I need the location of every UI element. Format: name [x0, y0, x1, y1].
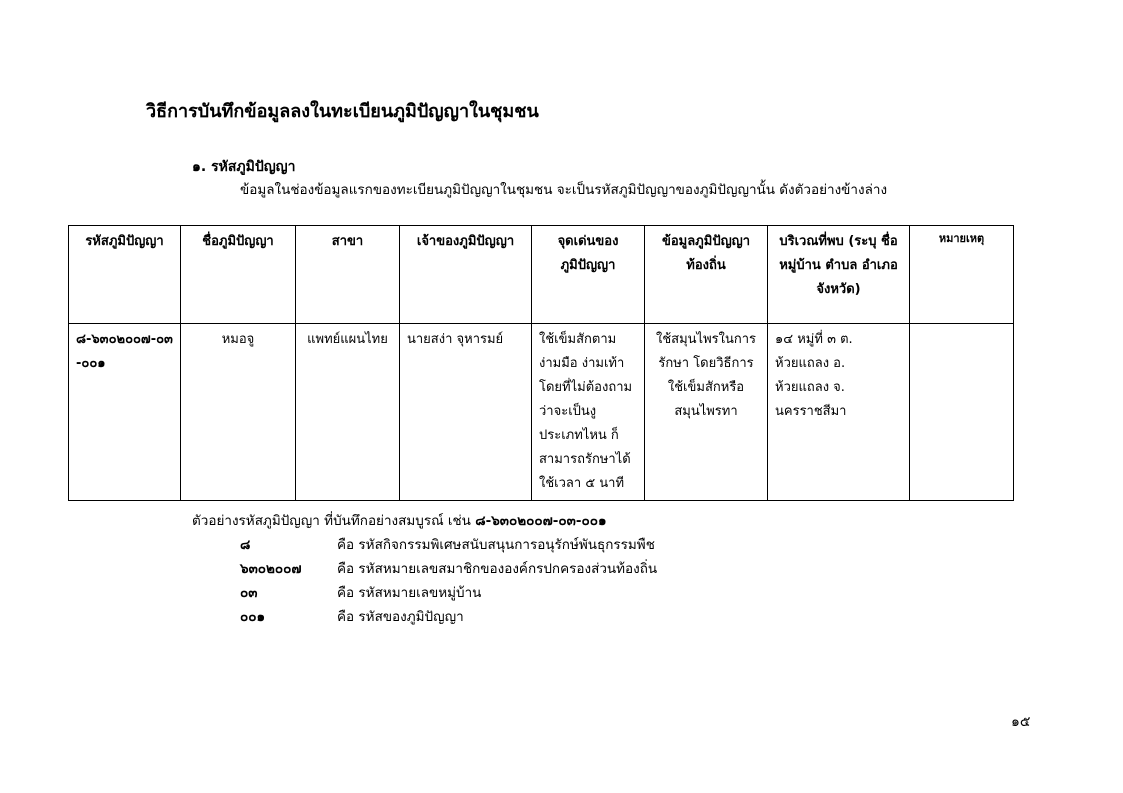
section-heading: ๑. รหัสภูมิปัญญา — [192, 159, 296, 175]
wisdom-registry-table — [68, 225, 1014, 501]
legend-code: ๘ — [240, 537, 251, 553]
page-title: วิธีการบันทึกข้อมูลลงในทะเบียนภูมิปัญญาในชุมชน — [146, 101, 539, 122]
cell-highlight: ใช้เข็มสักตามง่ามมือ ง่ามเท้า โดยที่ไม่ต้องถามว่าจะเป็นงูประเภทไหน ก็สามารถรักษาได้ ใช้เวลา ๕ นาที — [532, 324, 645, 501]
cell-location: ๑๔ หมู่ที่ ๓ ต. ห้วยแถลง อ. ห้วยแถลง จ. นครราชสีมา — [768, 324, 910, 501]
legend-desc: คือ รหัสหมายเลขสมาชิกขององค์กรปกครองส่วนท้องถิ่น — [337, 561, 658, 577]
example-code: ๘-๖๓๐๒๐๐๗-๐๓-๐๐๑ — [475, 513, 607, 529]
cell-owner: นายสง่า จุหารมย์ — [400, 324, 532, 501]
header-branch: สาขา — [296, 226, 400, 324]
header-location: บริเวณที่พบ (ระบุ ชื่อหมู่บ้าน ตำบล อำเภอ จังหวัด) — [768, 226, 910, 324]
legend-code: ๐๐๑ — [240, 609, 266, 625]
cell-local-info: ใช้สมุนไพรในการรักษา โดยวิธีการใช้เข็มสักหรือสมุนไพรทา — [645, 324, 768, 501]
header-highlight: จุดเด่นของภูมิปัญญา — [532, 226, 645, 324]
legend-code: ๖๓๐๒๐๐๗ — [240, 561, 302, 577]
example-label: ตัวอย่างรหัสภูมิปัญญา ที่บันทึกอย่างสมบูรณ์ เช่น — [192, 513, 471, 529]
legend-desc: คือ รหัสของภูมิปัญญา — [337, 609, 464, 625]
table-row — [69, 324, 1014, 501]
legend-row — [240, 559, 657, 579]
legend-row — [240, 535, 655, 555]
header-name: ชื่อภูมิปัญญา — [181, 226, 296, 324]
legend-desc: คือ รหัสกิจกรรมพิเศษสนับสนุนการอนุรักษ์พันธุกรรมพืช — [337, 537, 655, 553]
legend-code: ๐๓ — [240, 585, 258, 601]
page-number: ๑๕ — [1011, 714, 1031, 730]
legend-row — [240, 583, 481, 603]
cell-name: หมอจู — [181, 324, 296, 501]
header-owner: เจ้าของภูมิปัญญา — [400, 226, 532, 324]
legend-row — [240, 607, 464, 627]
header-code: รหัสภูมิปัญญา — [69, 226, 181, 324]
intro-paragraph: ข้อมูลในช่องข้อมูลแรกของทะเบียนภูมิปัญญาในชุมชน จะเป็นรหัสภูมิปัญญาของภูมิปัญญานั้น ดังตัวอย่างข้างล่าง — [240, 182, 888, 198]
cell-branch: แพทย์แผนไทย — [296, 324, 400, 501]
legend-desc: คือ รหัสหมายเลขหมู่บ้าน — [337, 585, 482, 601]
cell-code: ๘-๖๓๐๒๐๐๗-๐๓-๐๐๑ — [69, 324, 181, 501]
cell-remark — [910, 324, 1014, 501]
example-code-line — [192, 511, 607, 531]
header-local-info: ข้อมูลภูมิปัญญาท้องถิ่น — [645, 226, 768, 324]
header-remark: หมายเหตุ — [910, 226, 1014, 324]
table-header-row — [69, 226, 1014, 324]
